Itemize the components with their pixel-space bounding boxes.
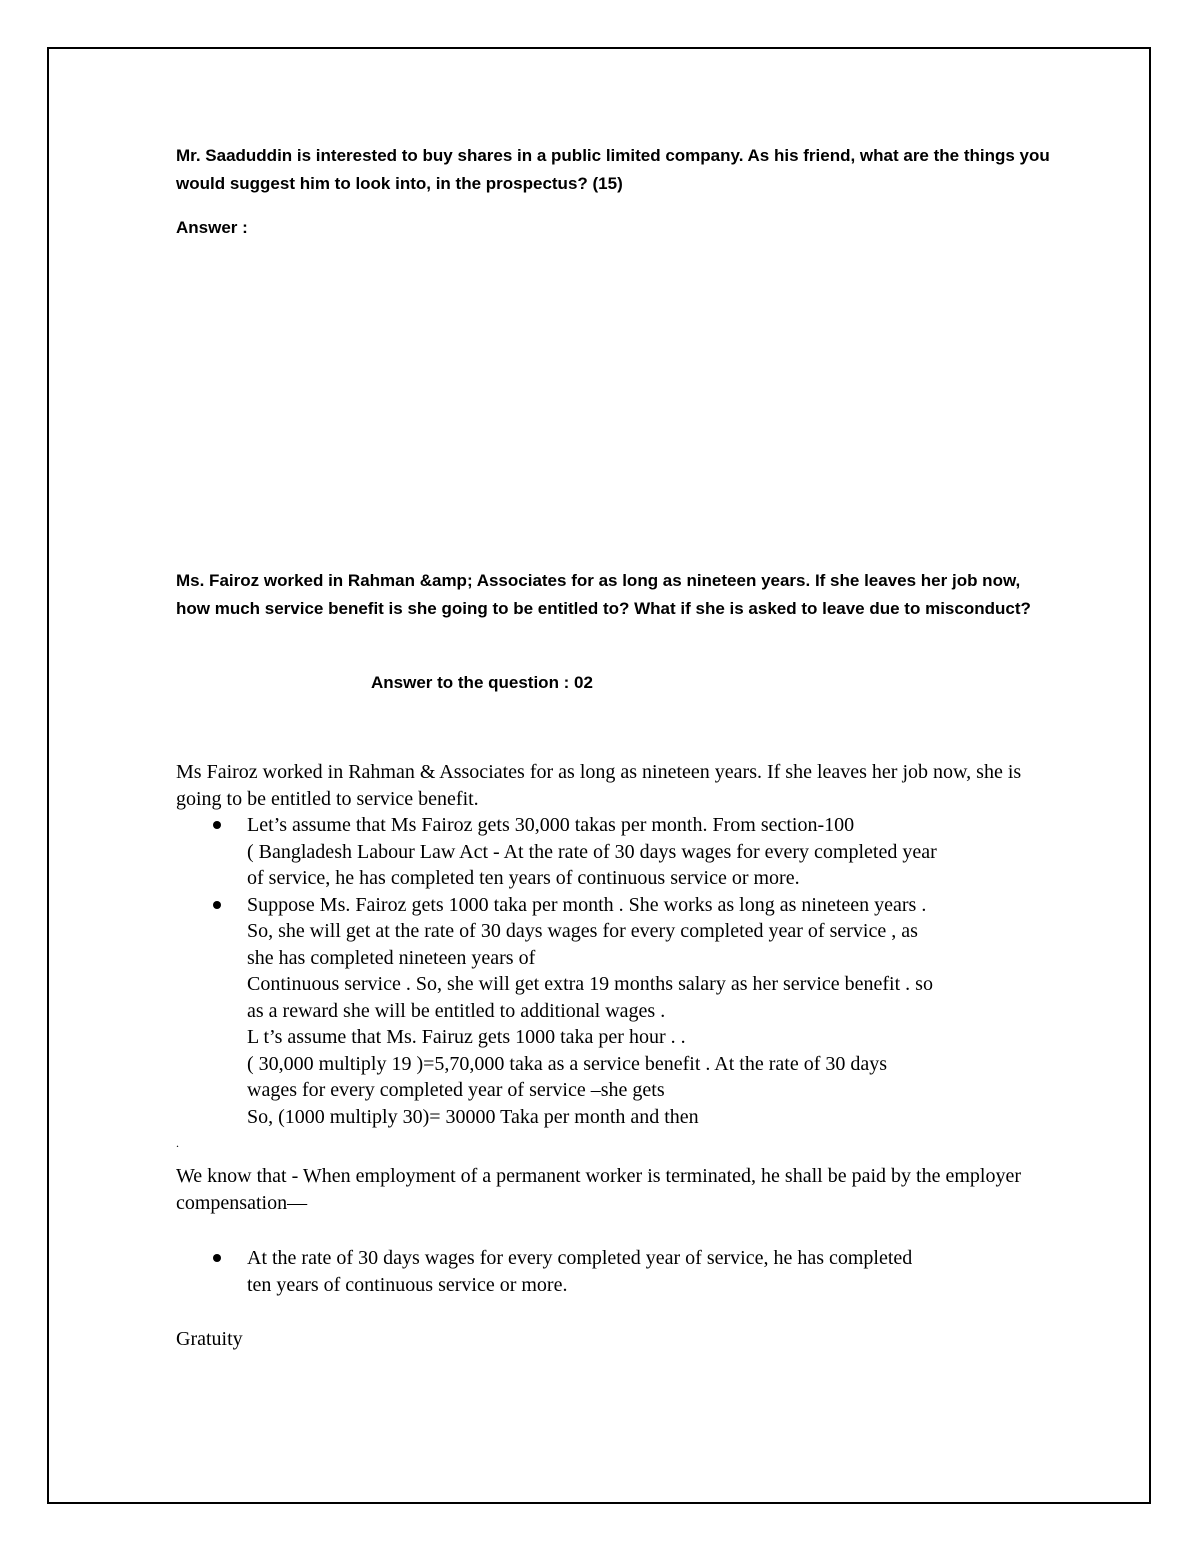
question-2-text: Ms. Fairoz worked in Rahman &amp; Associates for as long as nineteen years. If she leaves her job now, how much service benefit is she going to be entitled to? What if she is asked to leave due to misconduct? [176,571,1031,618]
bullet-list-compensation [176,1245,1076,1298]
bullet-icon [213,1254,221,1262]
list-item-line: At the rate of 30 days wages for every completed year of service, he has completed [247,1247,913,1269]
answer-1-label: Answer : [176,218,248,237]
bullet-icon [213,901,221,909]
list-item-line: wages for every completed year of service –she gets [247,1079,665,1101]
list-item [176,1245,1076,1298]
question-1-text: Mr. Saaduddin is interested to buy shares in a public limited company. As his friend, what are the things you would suggest him to look into, in the prospectus? (15) [176,146,1050,193]
bullet-list-calculation [176,812,1076,1130]
bullet-icon [213,821,221,829]
list-item-line: of service, he has completed ten years of continuous service or more. [247,867,800,889]
answer-2-label: Answer to the question : 02 [371,673,593,692]
list-item-line: So, (1000 multiply 30)= 30000 Taka per month and then [247,1105,699,1128]
stray-dot: . [176,1136,179,1150]
list-item-line: ( Bangladesh Labour Law Act - At the rate of 30 days wages for every completed year [247,840,937,863]
list-item [176,892,1076,1131]
list-item-line: ten years of continuous service or more. [247,1273,568,1296]
list-item-line: Let’s assume that Ms Fairoz gets 30,000 takas per month. From section-100 [247,814,855,836]
list-item-line: Suppose Ms. Fairoz gets 1000 taka per month . She works as long as nineteen years . [247,893,927,916]
list-item-line: So, she will get at the rate of 30 days wages for every completed year of service , as [247,920,918,942]
list-item-line: she has completed nineteen years of [247,946,536,969]
list-item-line: Continuous service . So, she will get extra 19 months salary as her service benefit . so [247,973,933,995]
list-item-line: L t’s assume that Ms. Fairuz gets 1000 taka per hour . . [247,1026,686,1048]
gratuity-heading: Gratuity [176,1328,243,1350]
list-item-line: as a reward she will be entitled to additional wages . [247,999,666,1022]
list-item [176,812,1076,892]
list-item-line: ( 30,000 multiply 19 )=5,70,000 taka as a service benefit . At the rate of 30 days [247,1052,888,1075]
intro-paragraph: Ms Fairoz worked in Rahman & Associates for as long as nineteen years. If she leaves her job now, she is going to be entitled to service benefit. [176,761,1022,810]
compensation-paragraph: We know that - When employment of a permanent worker is terminated, he shall be paid by the employer compensation— [176,1165,1021,1214]
